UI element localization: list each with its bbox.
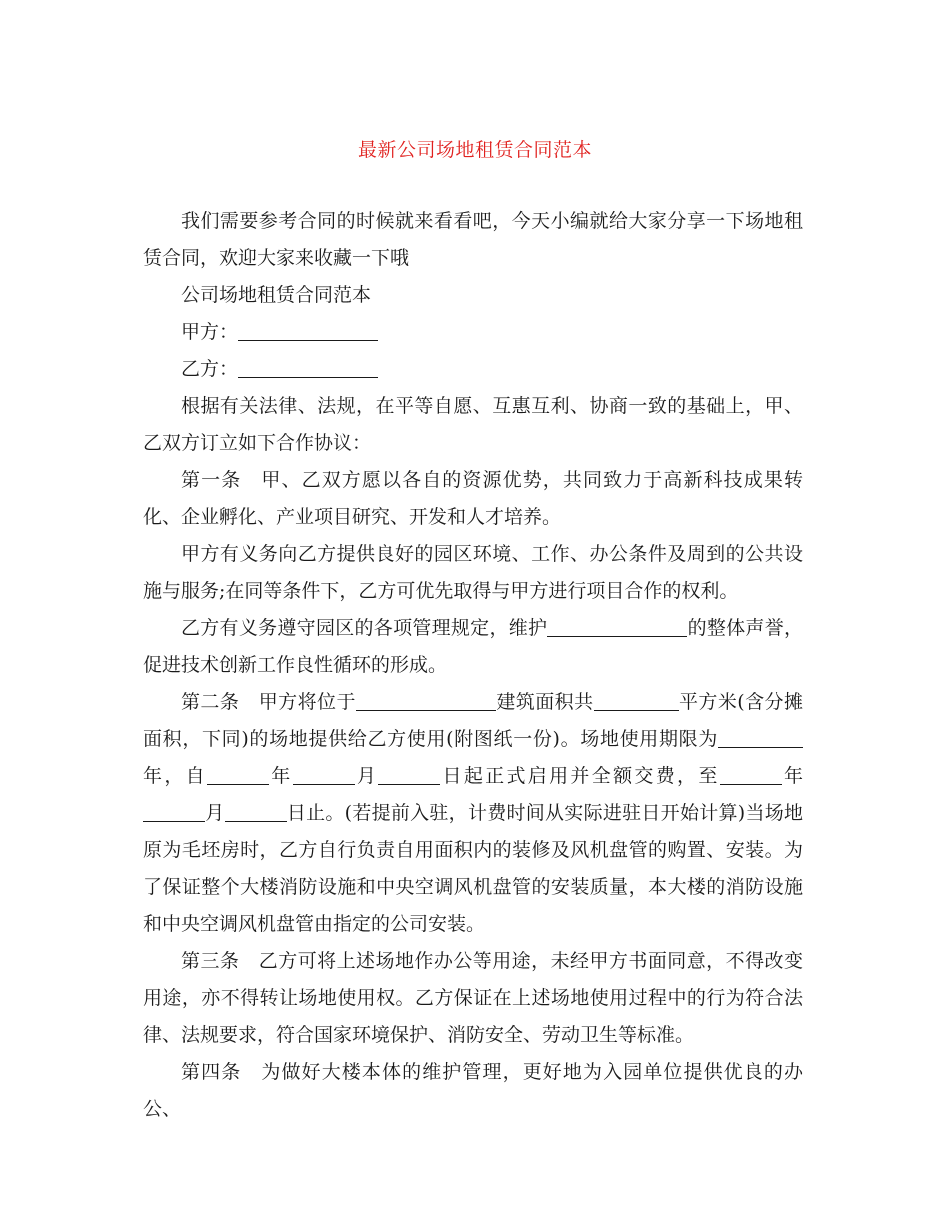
- article-2: [143, 684, 803, 943]
- article-2-text-e: 年: [268, 765, 293, 787]
- end-day-blank: [225, 799, 287, 822]
- article-2-text-b: 建筑面积共: [495, 691, 594, 713]
- end-year-blank: [720, 762, 782, 785]
- party-b-blank: [238, 355, 378, 378]
- contract-subtitle: 公司场地租赁合同范本: [181, 284, 372, 306]
- article-3: 第三条 乙方可将上述场地作办公等用途，未经甲方书面同意，不得改变用途，亦不得转让场地使用权。乙方保证在上述场地使用过程中的行为符合法律、法规要求，符合国家环境保护、消防安全、劳动卫生等标准。: [143, 950, 803, 1046]
- article-2-text-c: 平方米(含分摊面积，下同)的场地提供给乙方使用(附图纸一份)。场地使用期限为: [143, 691, 803, 750]
- intro-paragraph: 我们需要参考合同的时候就来看看吧，今天小编就给大家分享一下场地租赁合同，欢迎大家来收藏一下哦: [143, 210, 803, 269]
- start-day-blank: [378, 762, 440, 785]
- article-1-p3-text-a: 乙方有义务遵守园区的各项管理规定，维护: [181, 617, 548, 639]
- article-2-text-g: 日起正式启用并全额交费，至: [440, 765, 720, 787]
- area-blank: [594, 688, 679, 711]
- preamble-paragraph: 根据有关法律、法规，在平等自愿、互惠互利、协商一致的基础上，甲、乙双方订立如下合作协议：: [143, 395, 803, 454]
- article-2-text-a: 第二条 甲方将位于: [181, 691, 356, 713]
- article-2-text-i: 月: [205, 802, 225, 824]
- article-4: 第四条 为做好大楼本体的维护管理，更好地为入园单位提供优良的办公、: [143, 1061, 803, 1120]
- party-a-blank: [238, 318, 378, 341]
- article-2-text-j: 日止。(若提前入驻，计费时间从实际进驻日开始计算)当场地原为毛坯房时，乙方自行负责自用面积内的装修及风机盘管的购置、安装。为了保证整个大楼消防设施和中央空调风机盘管的安装质量，本大楼的消防设施和中央空调风机盘管由指定的公司安装。: [143, 802, 803, 935]
- start-month-blank: [293, 762, 355, 785]
- article-1-paragraph-2: 甲方有义务向乙方提供良好的园区环境、工作、办公条件及周到的公共设施与服务;在同等条件下，乙方可优先取得与甲方进行项目合作的权利。: [143, 543, 803, 602]
- party-b-label: 乙方：: [181, 358, 239, 380]
- article-2-text-h: 年: [781, 765, 803, 787]
- reputation-blank: [547, 614, 687, 637]
- location-blank: [356, 688, 496, 711]
- article-1: 第一条 甲、乙双方愿以各自的资源优势，共同致力于高新科技成果转化、企业孵化、产业项目研究、开发和人才培养。: [143, 469, 803, 528]
- party-a-label: 甲方：: [181, 321, 239, 343]
- term-years-blank: [718, 725, 803, 748]
- document-title: 最新公司场地租赁合同范本: [357, 139, 592, 161]
- end-month-blank: [143, 799, 205, 822]
- start-year-blank: [207, 762, 269, 785]
- party-a-line: [143, 314, 803, 351]
- party-b-line: [143, 351, 803, 388]
- article-2-text-f: 月: [354, 765, 379, 787]
- article-1-paragraph-3: [143, 610, 803, 684]
- article-1-p3-text-b: 的整体声誉，促进技术创新工作良性循环的形成。: [143, 617, 803, 676]
- article-2-text-d: 年，自: [143, 765, 207, 787]
- document-body: [143, 203, 803, 1128]
